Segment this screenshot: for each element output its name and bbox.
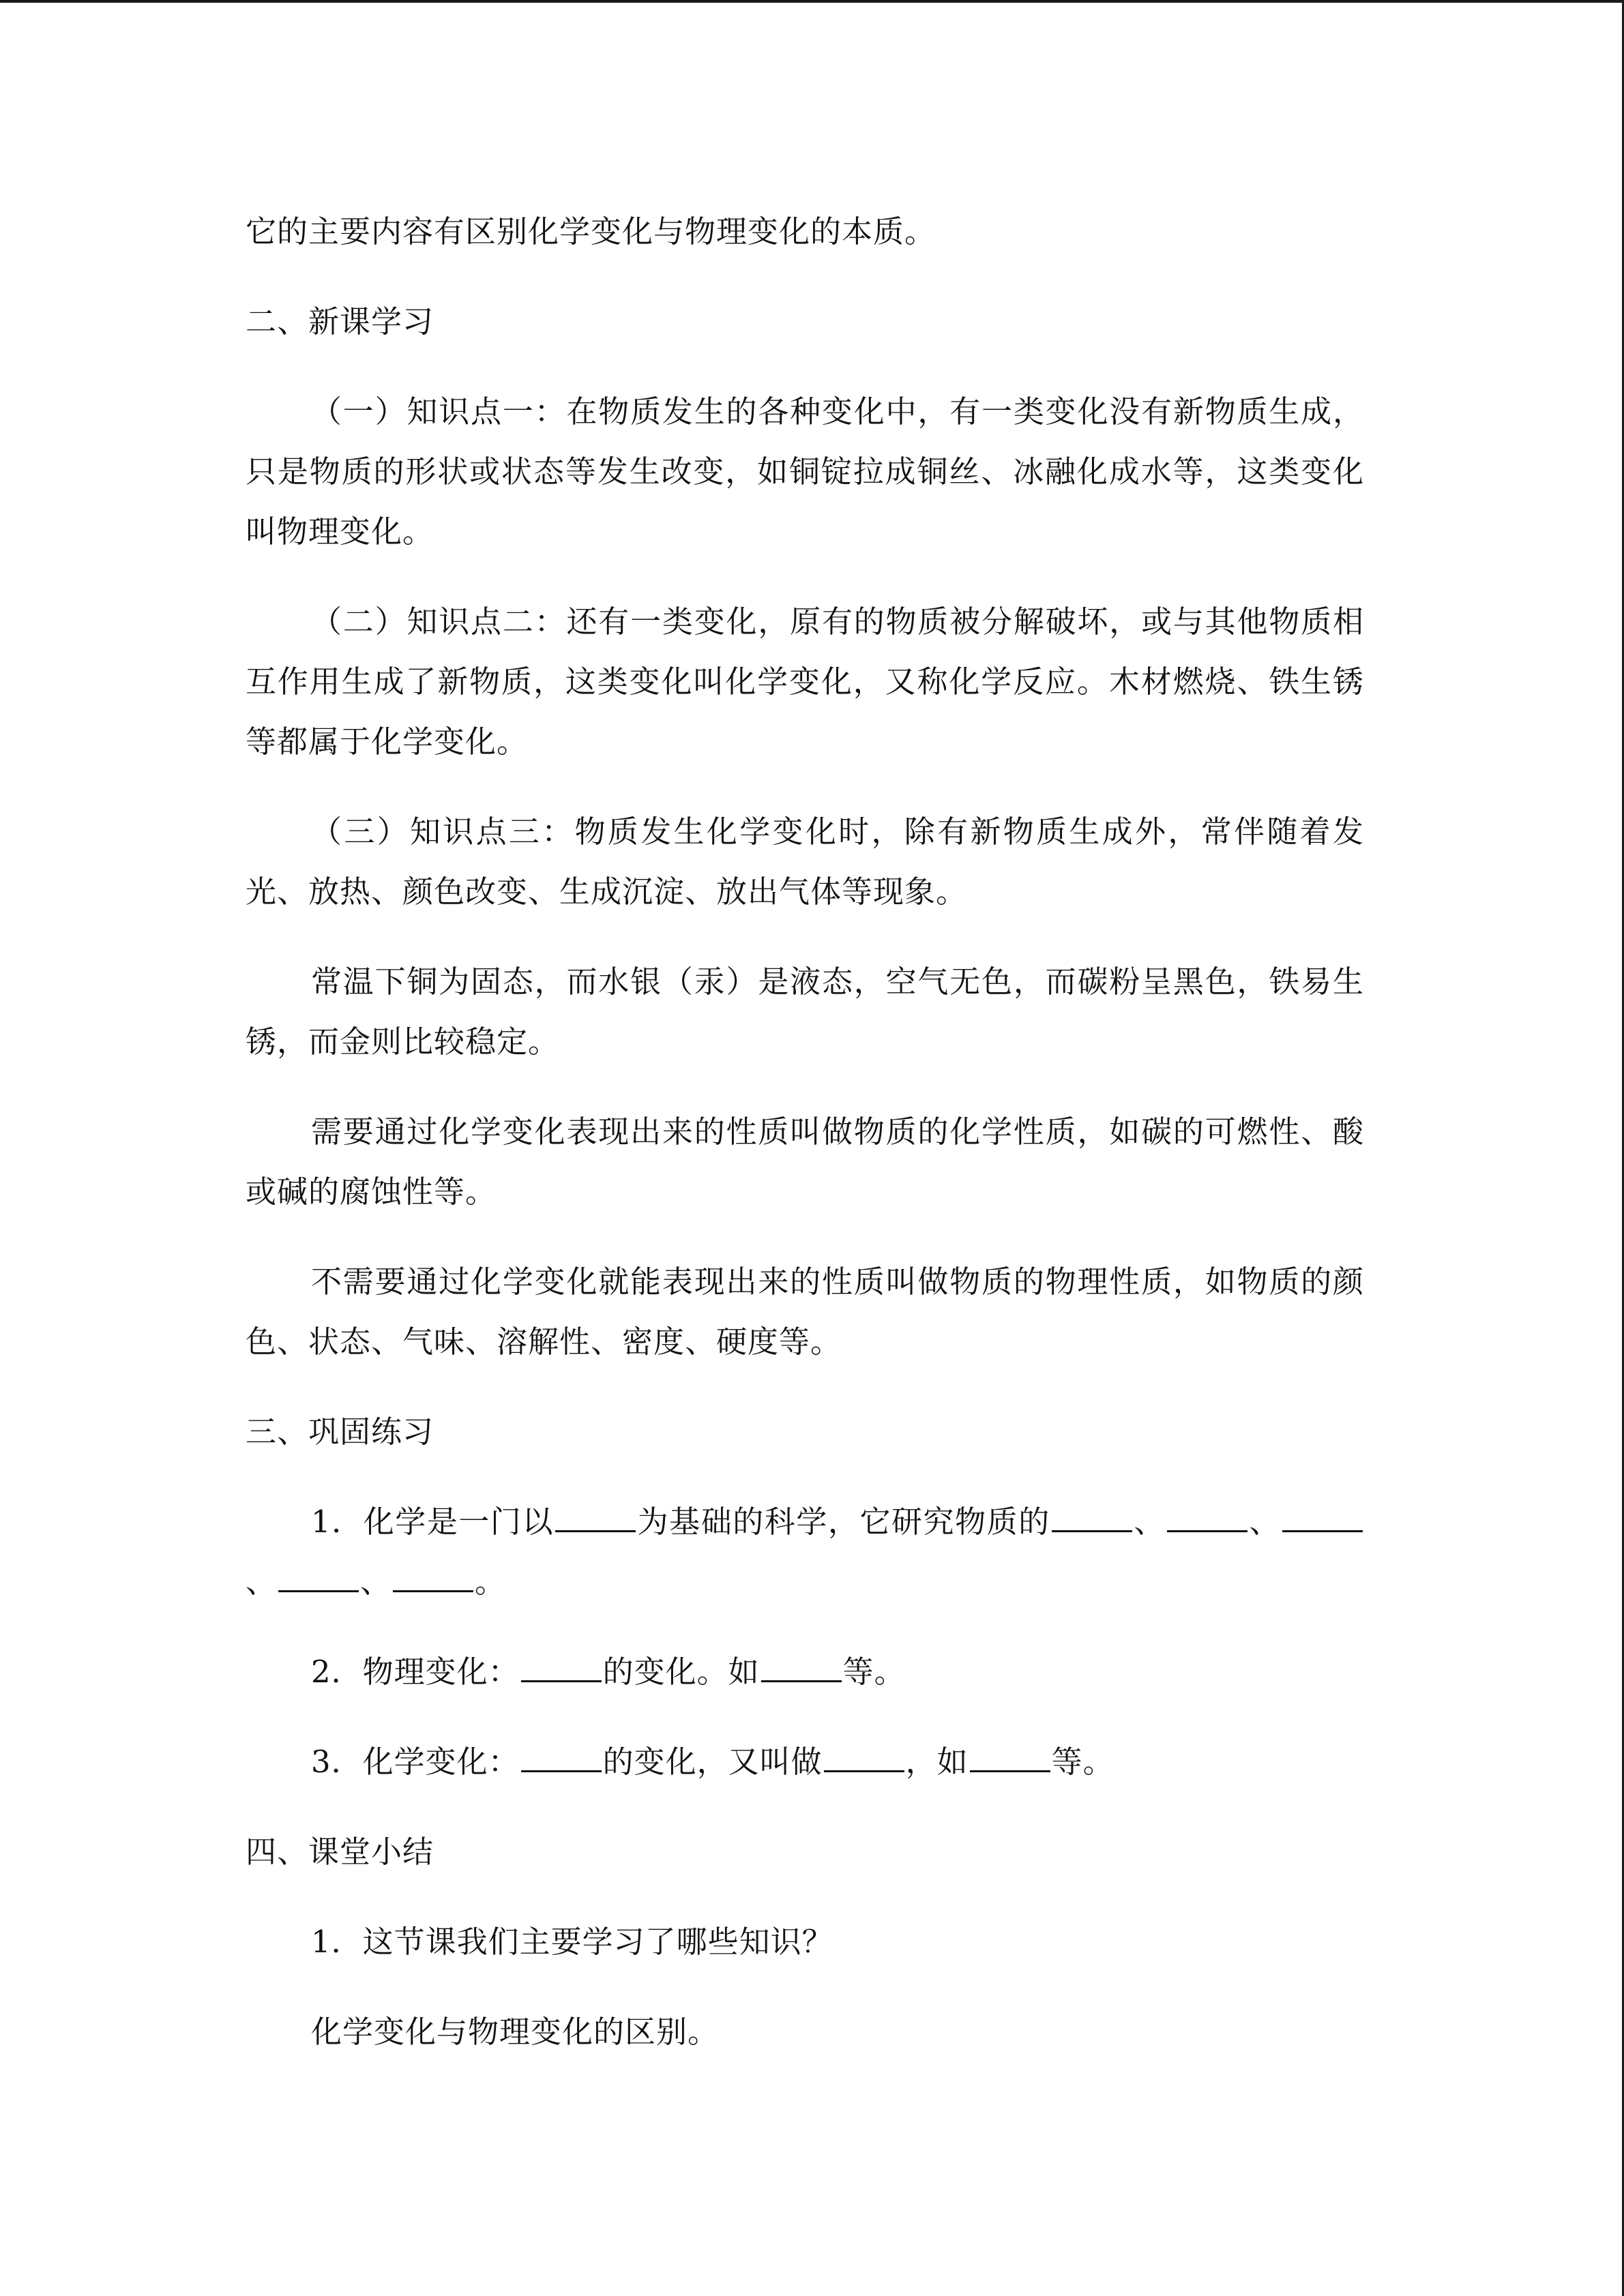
summary-answer: 化学变化与物理变化的区别。 [311, 2014, 720, 2050]
exercise-2-end: 等。 [842, 1654, 906, 1690]
exercise-3-end: 等。 [1051, 1744, 1114, 1780]
fill-blank [824, 1743, 904, 1772]
fill-blank [521, 1653, 602, 1682]
exercise-3-text-b: 的变化，又叫做 [602, 1744, 823, 1780]
exercise-1-separator: 、 [1133, 1504, 1166, 1540]
fill-blank [761, 1653, 842, 1682]
fill-blank [555, 1503, 636, 1532]
exercise-1-end: 。 [475, 1564, 507, 1600]
exercise-3-text-a: 3．化学变化： [311, 1744, 520, 1780]
section-heading-summary: 四、课堂小结 [246, 1834, 434, 1870]
exercise-3 [246, 1732, 1364, 1792]
exercise-1-separator: 、 [1248, 1504, 1281, 1540]
knowledge-point-3: （三）知识点三：物质发生化学变化时，除有新物质生成外，常伴随着发光、放热、颜色改变、生成沉淀、放出气体等现象。 [246, 814, 1364, 910]
knowledge-point-2: （二）知识点二：还有一类变化，原有的物质被分解破坏，或与其他物质相互作用生成了新物质，这类变化叫化学变化，又称化学反应。木材燃烧、铁生锈等都属于化学变化。 [246, 603, 1364, 760]
intro-paragraph: 它的主要内容有区别化学变化与物理变化的本质。 [246, 213, 936, 250]
exercise-2-text-b: 的变化。如 [602, 1654, 760, 1690]
summary-question: 1．这节课我们主要学习了哪些知识？ [311, 1924, 833, 1960]
exercise-1-separator: 、 [246, 1564, 278, 1600]
physical-property-paragraph: 不需要通过化学变化就能表现出来的性质叫做物质的物理性质，如物质的颜色、状态、气味、溶解性、密度、硬度等。 [246, 1264, 1364, 1360]
fill-blank [393, 1563, 473, 1592]
section-heading-practice: 三、巩固练习 [246, 1414, 434, 1450]
chemical-property-paragraph: 需要通过化学变化表现出来的性质叫做物质的化学性质，如碳的可燃性、酸或碱的腐蚀性等。 [246, 1114, 1364, 1210]
exercise-2-text-a: 2．物理变化： [311, 1654, 520, 1690]
page-top-border [0, 0, 1624, 3]
exercise-3-text-c: ，如 [905, 1744, 969, 1780]
section-heading-new-lesson: 二、新课学习 [246, 303, 434, 340]
exercise-1-text-b: 为基础的科学，它研究物质的 [637, 1504, 1050, 1540]
fill-blank [1052, 1503, 1132, 1532]
fill-blank [1282, 1503, 1363, 1532]
exercise-2 [246, 1642, 1364, 1702]
fill-blank [970, 1743, 1050, 1772]
example-paragraph: 常温下铜为固态，而水银（汞）是液态，空气无色，而碳粉呈黑色，铁易生锈，而金则比较稳定。 [246, 964, 1364, 1060]
exercise-1-text-a: 1．化学是一门以 [311, 1504, 555, 1540]
exercise-1 [246, 1492, 1364, 1612]
document-page [246, 202, 1364, 2092]
fill-blank [521, 1743, 602, 1772]
fill-blank [278, 1563, 359, 1592]
fill-blank [1167, 1503, 1247, 1532]
exercise-1-separator: 、 [360, 1564, 392, 1600]
knowledge-point-1: （一）知识点一：在物质发生的各种变化中，有一类变化没有新物质生成，只是物质的形状或状态等发生改变，如铜锭拉成铜丝、冰融化成水等，这类变化叫物理变化。 [246, 393, 1364, 550]
